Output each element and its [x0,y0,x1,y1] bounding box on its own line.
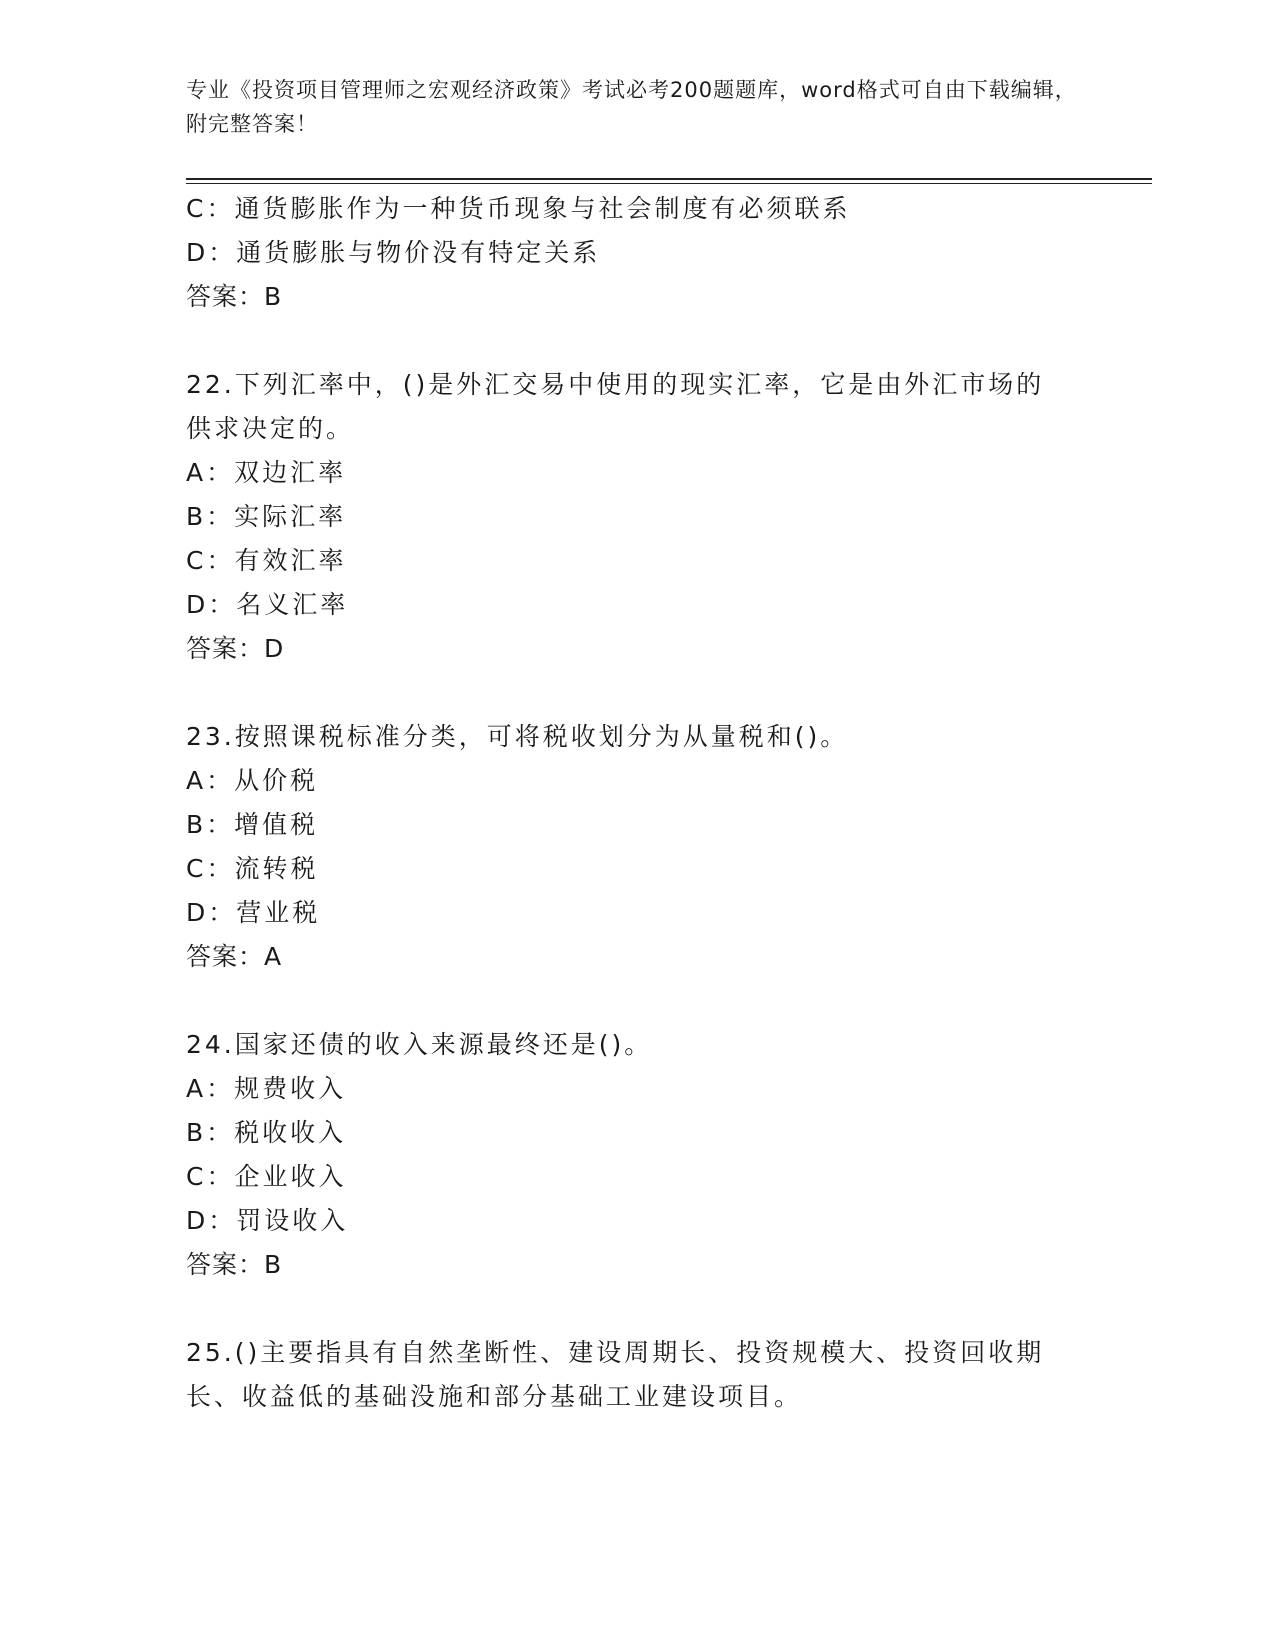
answer-q21: 答案：B [186,282,283,311]
header-rule-thick [186,178,1152,180]
option-a-q23: A：从价税 [186,766,319,795]
answer-q23: 答案：A [186,942,283,971]
option-a-q22: A：双边汇率 [186,458,347,487]
question-24: 24.国家还债的收入来源最终还是()。 [186,1030,653,1059]
document-header: 专业《投资项目管理师之宏观经济政策》考试必考200题题库，word格式可自由下载编辑，附完整答案！ [186,78,1077,136]
header-rule-thin [186,183,1152,184]
question-25-line-1: 25.()主要指具有自然垄断性、建设周期长、投资规模大、投资回收期 [186,1338,1045,1367]
answer-q22: 答案：D [186,634,285,663]
question-23: 23.按照课税标准分类，可将税收划分为从量税和()。 [186,722,849,751]
option-c-q21: C：通货膨胀作为一种货币现象与社会制度有必须联系 [186,194,851,223]
option-b-q22: B：实际汇率 [186,502,347,531]
option-d-q22: D：名义汇率 [186,590,349,619]
option-c-q24: C：企业收入 [186,1162,347,1191]
question-22-line-1: 22.下列汇率中，()是外汇交易中使用的现实汇率，它是由外汇市场的 [186,370,1045,399]
option-d-q21: D：通货膨胀与物价没有特定关系 [186,238,601,267]
option-a-q24: A：规费收入 [186,1074,347,1103]
answer-q24: 答案：B [186,1250,283,1279]
option-b-q23: B：增值税 [186,810,319,839]
question-25-line-2: 长、收益低的基础没施和部分基础工业建设项目。 [186,1382,803,1411]
option-c-q23: C：流转税 [186,854,319,883]
option-c-q22: C：有效汇率 [186,546,347,575]
question-22-line-2: 供求决定的。 [186,414,355,443]
option-d-q23: D：营业税 [186,898,321,927]
option-d-q24: D：罚设收入 [186,1206,349,1235]
option-b-q24: B：税收收入 [186,1118,347,1147]
